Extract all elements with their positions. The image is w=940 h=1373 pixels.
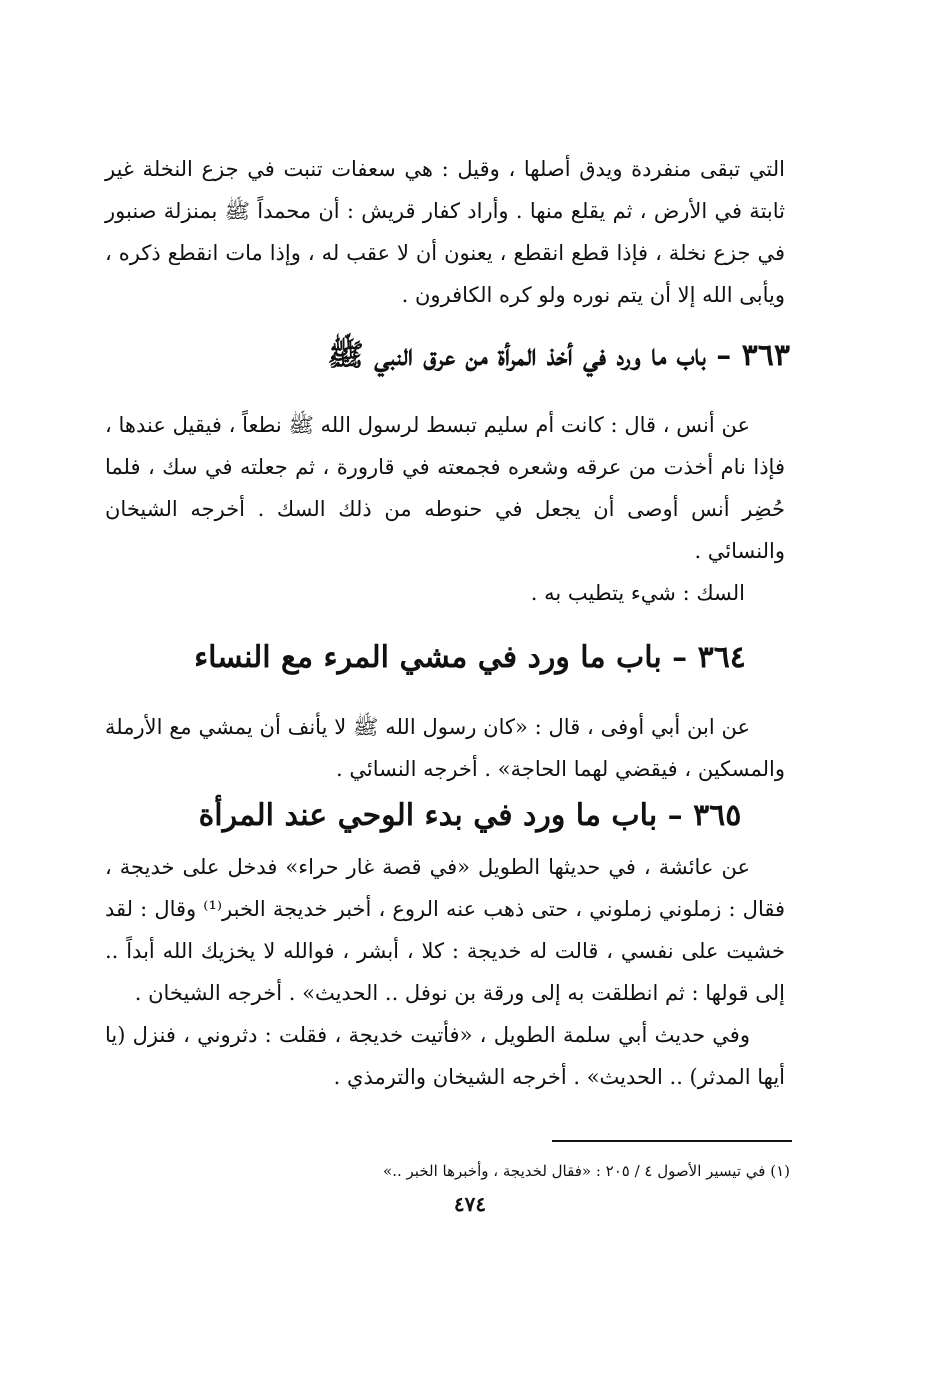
footnote: (١) في تيسير الأصول ٤ / ٢٠٥ : «فقال لخديجة ، وأخبرها الخبر ..» xyxy=(383,1162,790,1180)
section-365-paragraph-2: وفي حديث أبي سلمة الطويل ، «فأتيت خديجة ، فقلت : دثروني ، فنزل (يا أيها المدثر) .. الحديث» . أخرجه الشيخان والترمذي . xyxy=(105,1023,785,1089)
section-364-paragraph: عن ابن أبي أوفى ، قال : «كان رسول الله ﷺ لا يأنف أن يمشي مع الأرملة والمسكين ، فيقضي لهما الحاجة» . أخرجه النسائي . xyxy=(105,715,785,781)
section-365-heading: ٣٦٥ – باب ما ورد في بدء الوحي عند المرأة xyxy=(198,798,742,833)
page-number: ٤٧٤ xyxy=(453,1192,487,1216)
section-365-body xyxy=(105,846,785,1098)
section-363-note: السك : شيء يتطيب به . xyxy=(530,581,745,605)
intro-paragraph-block xyxy=(105,148,785,316)
section-365-paragraph-1: عن عائشة ، في حديثها الطويل «في قصة غار حراء» فدخل على خديجة ، فقال : زملوني زملوني ، حتى ذهب عنه الروع ، أخبر خديجة الخبر⁽¹⁾ وقال : لقد خشيت على نفسي ، قالت له خديجة : كلا ، أبشر ، فوالله لا يخزيك الله أبداً .. إلى قولها : ثم انطلقت به إلى ورقة بن نوفل .. الحديث» . أخرجه الشيخان . xyxy=(105,855,786,1005)
section-363-paragraph: عن أنس ، قال : كانت أم سليم تبسط لرسول الله ﷺ نطعاً ، فيقيل عندها ، فإذا نام أخذت من عرقه وشعره فجمعته في قارورة ، ثم جعلته في سك ، فلما حُضِر أنس أوصى أن يجعل في حنوطه من ذلك السك . أخرجه الشيخان والنسائي . xyxy=(105,413,785,563)
section-364-heading: ٣٦٤ – باب ما ورد في مشي المرء مع النساء xyxy=(194,640,746,675)
section-363-heading: ٣٦٣ – باب ما ورد في أخذ المرأة من عرق النبي ﷺ xyxy=(327,338,790,373)
footnote-separator xyxy=(552,1140,792,1142)
section-364-body xyxy=(105,706,785,790)
section-363-body xyxy=(105,404,785,614)
intro-paragraph: التي تبقى منفردة ويدق أصلها ، وقيل : هي سعفات تنبت في جزع النخلة غير ثابتة في الأرض ، ثم يقلع منها . وأراد كفار قريش : أن محمداً ﷺ بمنزلة صنبور في جزع نخلة ، فإذا قطع انقطع ، يعنون أن لا عقب له ، وإذا مات انقطع ذكره ، ويأبى الله إلا أن يتم نوره ولو كره الكافرون . xyxy=(105,157,785,307)
